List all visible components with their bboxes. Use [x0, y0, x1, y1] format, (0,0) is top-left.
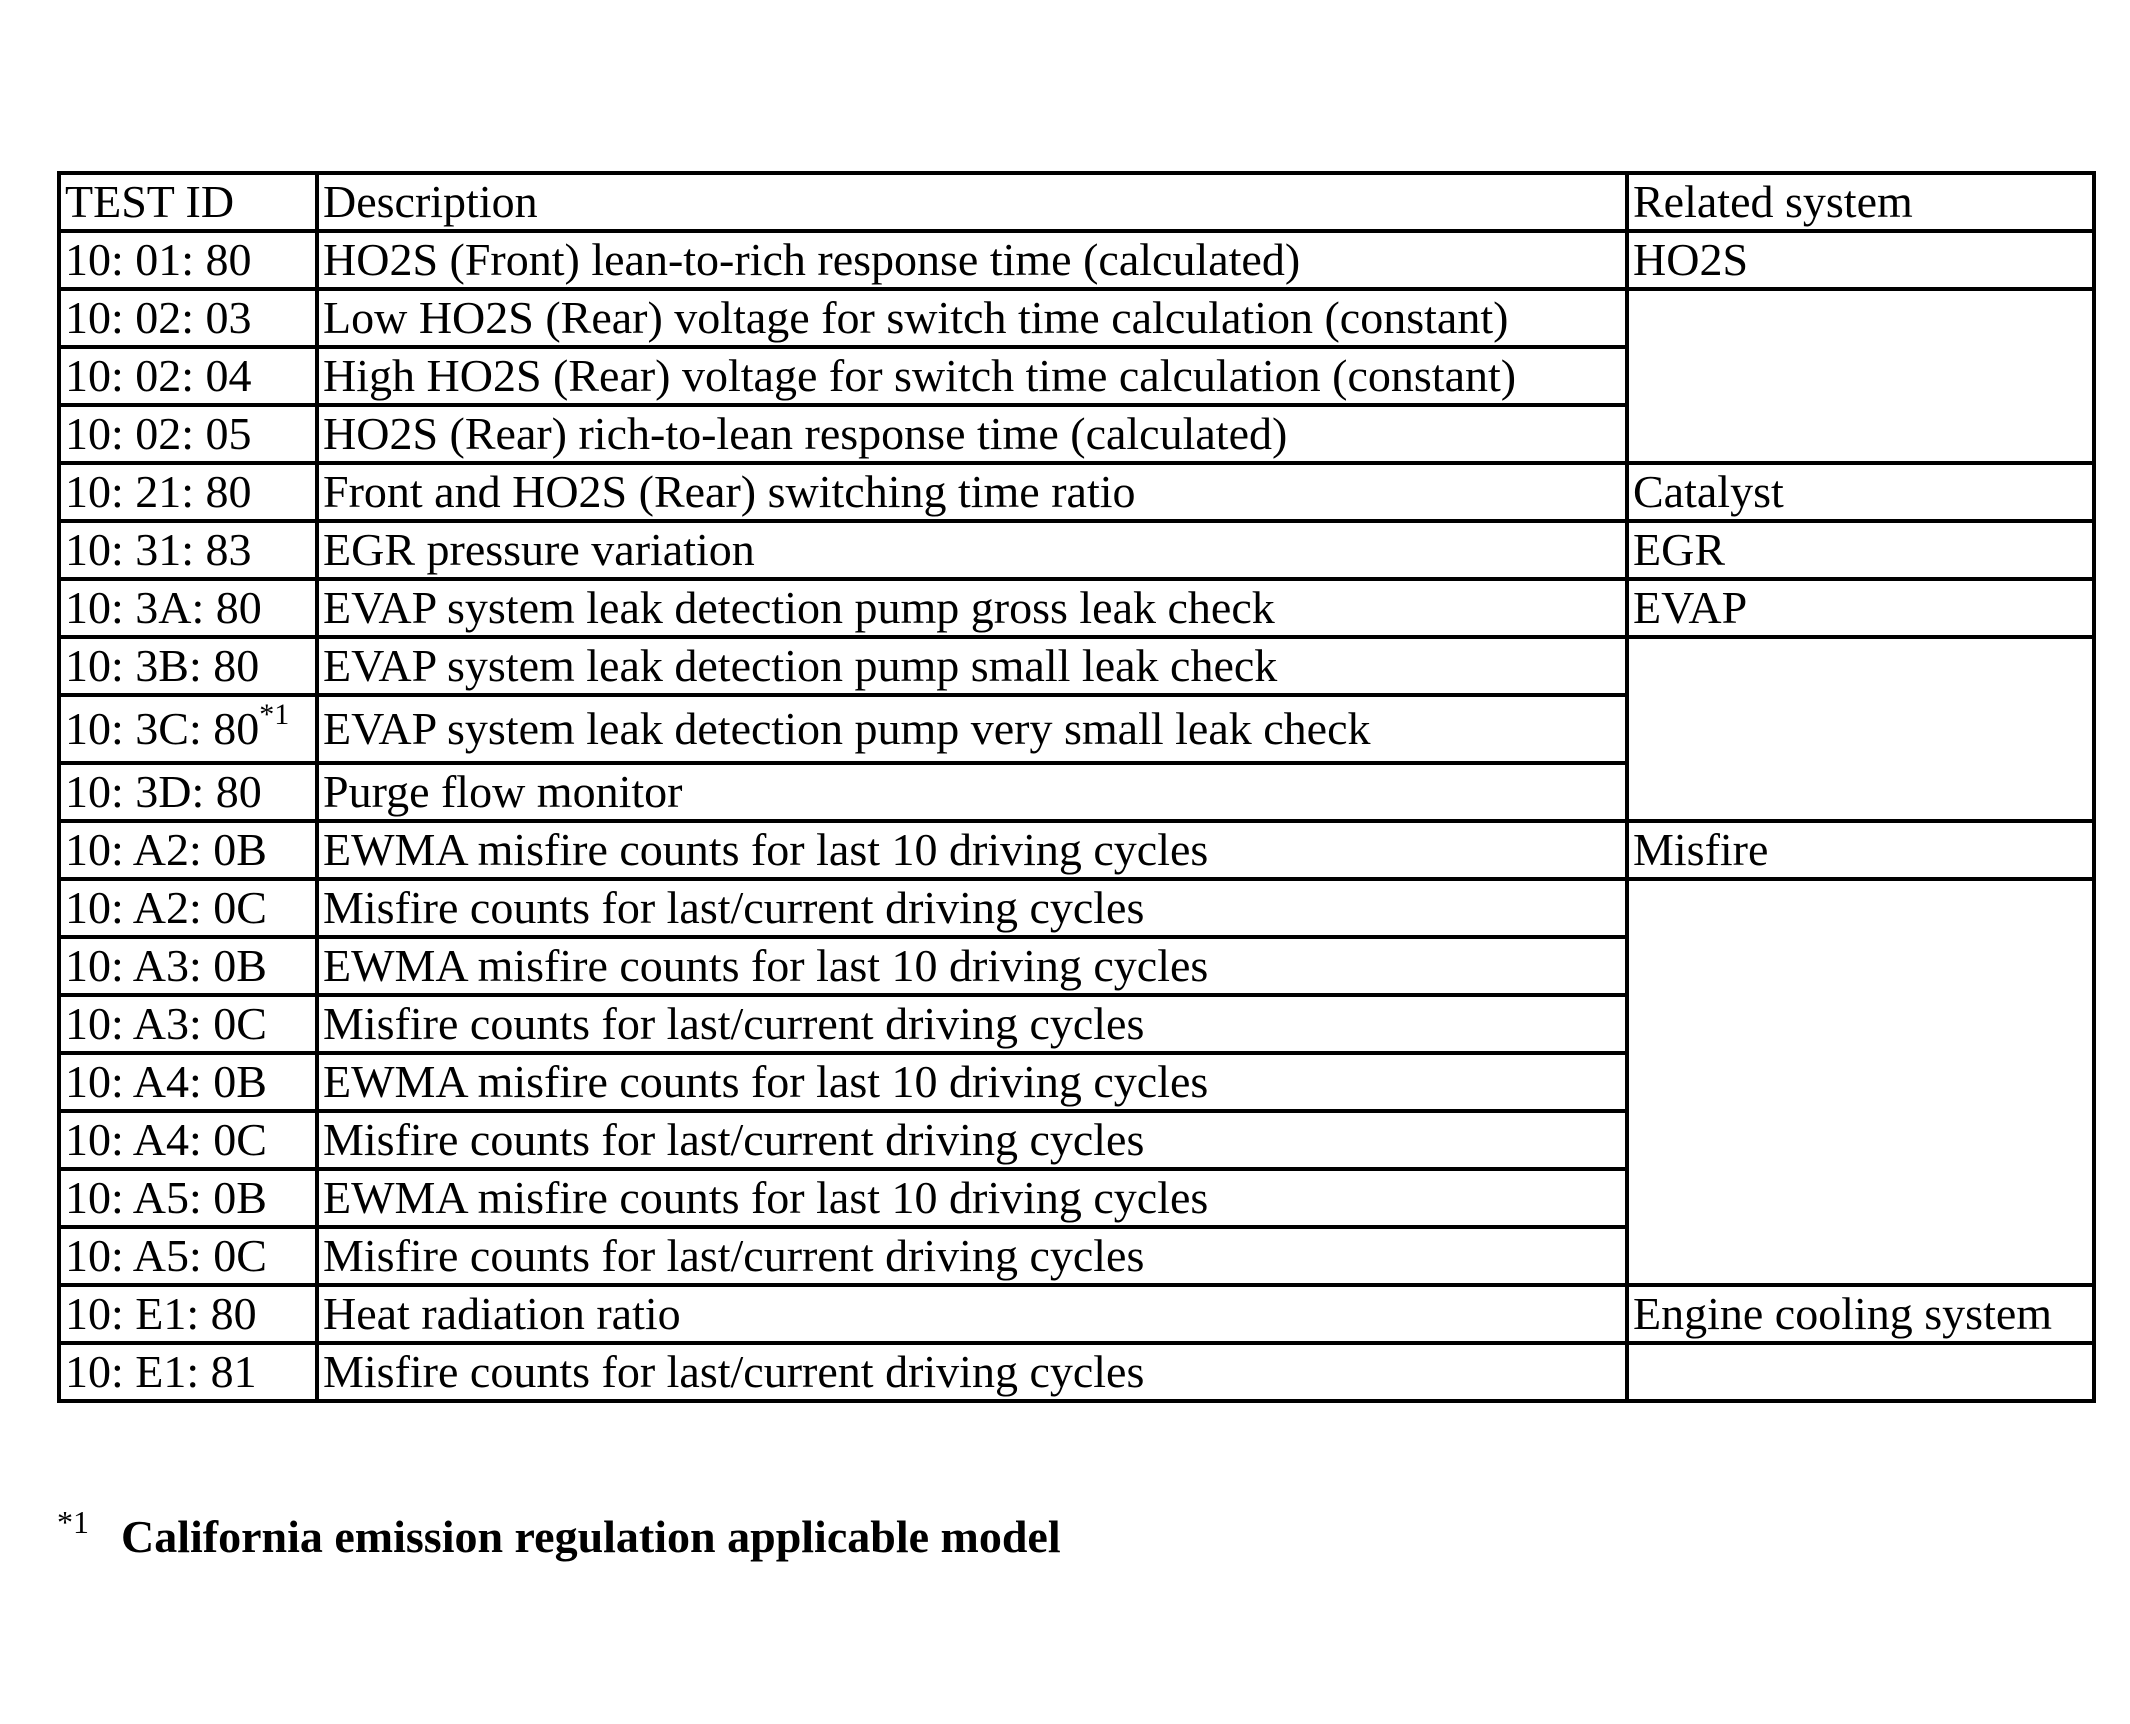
test-id-cell: 10: 3B: 80: [59, 637, 317, 695]
description-cell: Purge flow monitor: [317, 763, 1627, 821]
test-id-cell: 10: 31: 83: [59, 521, 317, 579]
description-cell: EWMA misfire counts for last 10 driving cycles: [317, 821, 1627, 879]
description-cell: High HO2S (Rear) voltage for switch time calculation (constant): [317, 347, 1627, 405]
test-id-cell: 10: A5: 0C: [59, 1227, 317, 1285]
footnote-text: California emission regulation applicable model: [121, 1511, 1061, 1562]
related-system-cell-empty: [1627, 879, 2094, 1285]
test-id-cell: 10: A5: 0B: [59, 1169, 317, 1227]
footnote-reference: *1: [259, 697, 290, 731]
related-system-cell: Misfire: [1627, 821, 2094, 879]
description-cell: Misfire counts for last/current driving cycles: [317, 1111, 1627, 1169]
test-id-text: 10: 3C: 80: [65, 703, 260, 754]
related-system-cell: EGR: [1627, 521, 2094, 579]
description-cell: Heat radiation ratio: [317, 1285, 1627, 1343]
table-header-row: [59, 173, 2094, 231]
test-id-cell: 10: 02: 04: [59, 347, 317, 405]
test-id-cell: [59, 695, 317, 763]
description-cell: Low HO2S (Rear) voltage for switch time calculation (constant): [317, 289, 1627, 347]
description-cell: EVAP system leak detection pump small leak check: [317, 637, 1627, 695]
test-id-cell: 10: A3: 0B: [59, 937, 317, 995]
table-row: [59, 579, 2094, 637]
test-id-table: [57, 171, 2096, 1403]
description-cell: HO2S (Front) lean-to-rich response time (calculated): [317, 231, 1627, 289]
test-id-cell: 10: E1: 80: [59, 1285, 317, 1343]
description-cell: EGR pressure variation: [317, 521, 1627, 579]
related-system-cell-empty: [1627, 1343, 2094, 1401]
header-related-system: Related system: [1627, 173, 2094, 231]
test-id-cell: 10: 3D: 80: [59, 763, 317, 821]
description-cell: Front and HO2S (Rear) switching time ratio: [317, 463, 1627, 521]
test-id-cell: 10: 21: 80: [59, 463, 317, 521]
header-description: Description: [317, 173, 1627, 231]
description-cell: EWMA misfire counts for last 10 driving cycles: [317, 1053, 1627, 1111]
footnote-mark: *1: [57, 1504, 89, 1540]
description-cell: EWMA misfire counts for last 10 driving cycles: [317, 1169, 1627, 1227]
test-id-cell: 10: A4: 0B: [59, 1053, 317, 1111]
description-cell: Misfire counts for last/current driving cycles: [317, 1227, 1627, 1285]
table-row: [59, 289, 2094, 347]
test-id-cell: 10: A2: 0C: [59, 879, 317, 937]
test-id-cell: 10: E1: 81: [59, 1343, 317, 1401]
description-cell: EWMA misfire counts for last 10 driving cycles: [317, 937, 1627, 995]
test-id-cell: 10: 02: 05: [59, 405, 317, 463]
table-row: [59, 521, 2094, 579]
related-system-cell-empty: [1627, 289, 2094, 463]
test-id-cell: 10: A3: 0C: [59, 995, 317, 1053]
related-system-cell: Catalyst: [1627, 463, 2094, 521]
table-row: [59, 1285, 2094, 1343]
header-test-id: TEST ID: [59, 173, 317, 231]
table-row: [59, 463, 2094, 521]
related-system-cell: EVAP: [1627, 579, 2094, 637]
table-row: [59, 821, 2094, 879]
table-row: [59, 637, 2094, 695]
document-body: [57, 171, 2092, 1403]
description-cell: Misfire counts for last/current driving cycles: [317, 879, 1627, 937]
test-id-cell: 10: A4: 0C: [59, 1111, 317, 1169]
description-cell: Misfire counts for last/current driving cycles: [317, 995, 1627, 1053]
test-id-cell: 10: 02: 03: [59, 289, 317, 347]
description-cell: EVAP system leak detection pump gross leak check: [317, 579, 1627, 637]
related-system-cell: Engine cooling system: [1627, 1285, 2094, 1343]
test-id-cell: 10: A2: 0B: [59, 821, 317, 879]
footnote: [57, 1504, 1061, 1563]
table-row: [59, 879, 2094, 937]
related-system-cell-empty: [1627, 637, 2094, 821]
table-row: [59, 1343, 2094, 1401]
related-system-cell: HO2S: [1627, 231, 2094, 289]
description-cell: HO2S (Rear) rich-to-lean response time (calculated): [317, 405, 1627, 463]
test-id-cell: 10: 01: 80: [59, 231, 317, 289]
description-cell: EVAP system leak detection pump very small leak check: [317, 695, 1627, 763]
description-cell: Misfire counts for last/current driving cycles: [317, 1343, 1627, 1401]
test-id-cell: 10: 3A: 80: [59, 579, 317, 637]
table-row: [59, 231, 2094, 289]
